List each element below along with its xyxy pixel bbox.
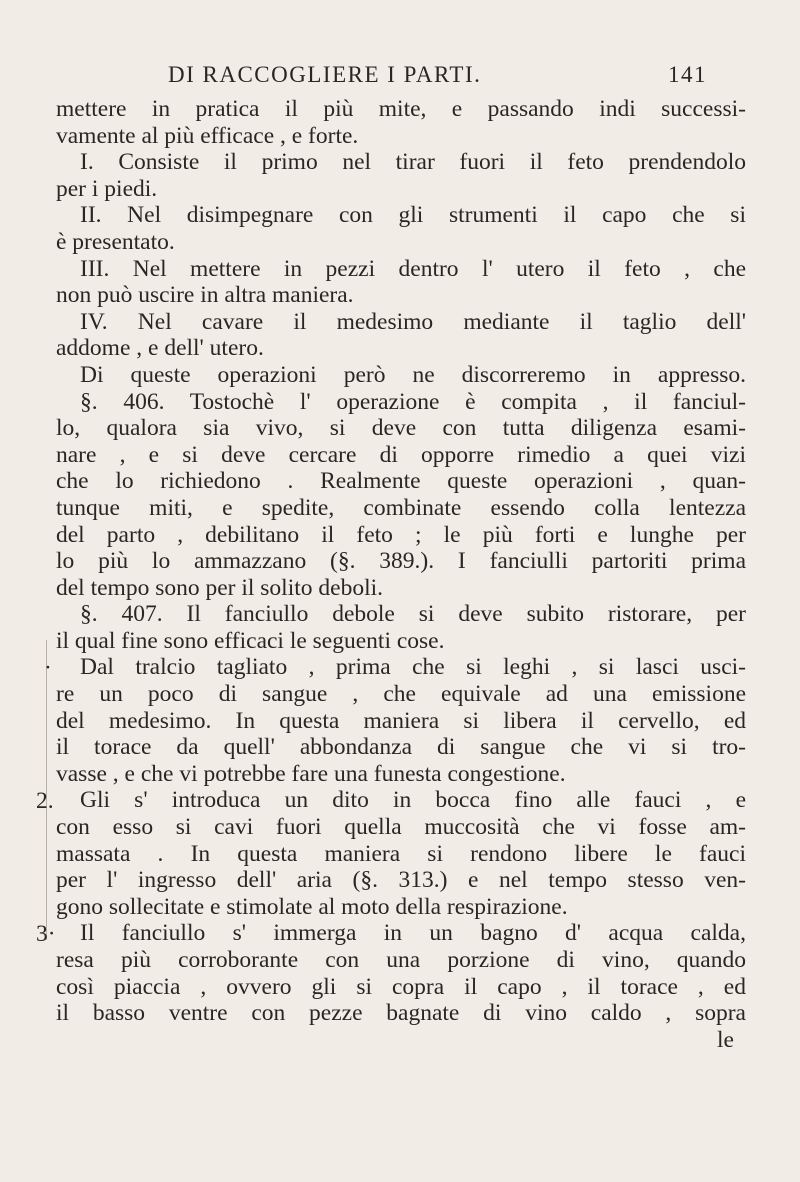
text-line: massata . In questa maniera si rendono libere le fauci — [56, 840, 746, 867]
text-line: Dal tralcio tagliato , prima che si leghi , si lasci usci- — [80, 654, 746, 681]
page-number: 141 — [668, 62, 707, 87]
text-line: addome , e dell' utero. — [56, 335, 264, 362]
text-line: vamente al più efficace , e forte. — [56, 122, 359, 149]
margin-mark-2: 2. — [36, 787, 54, 814]
text-line: re un poco di sangue , che equivale ad una emissione — [56, 681, 746, 708]
text-line: gono sollecitate e stimolate al moto della respirazione. — [56, 893, 568, 920]
margin-mark-3: 3· — [36, 920, 56, 947]
running-title: DI RACCOGLIERE I PARTI. — [168, 62, 482, 87]
text-line: I. Consiste il primo nel tirar fuori il feto prendendolo — [80, 149, 746, 176]
text-line: mettere in pratica il più mite, e passando indi successi- — [56, 96, 746, 122]
text-line: con esso si cavi fuori quella muccosità che vi fosse am- — [56, 814, 746, 841]
text-line: Di queste operazioni però ne discorreremo in appresso. — [80, 361, 746, 388]
text-line: è presentato. — [56, 228, 175, 255]
text-line: per l' ingresso dell' aria (§. 313.) e nel tempo stesso ven- — [56, 867, 746, 894]
text-line: del medesimo. In questa maniera si libera il cervello, ed — [56, 707, 746, 734]
text-line: III. Nel mettere in pezzi dentro l' utero il feto , che — [80, 255, 746, 282]
text-line: il basso ventre con pezze bagnate di vino caldo , sopra — [56, 1000, 746, 1027]
text-line: il qual fine sono efficaci le seguenti cose. — [56, 627, 445, 654]
text-line: tunque miti, e spedite, combinate essendo colla lentezza — [56, 494, 746, 521]
text-line: Il fanciullo s' immerga in un bagno d' acqua calda, — [80, 920, 746, 947]
text-line: resa più corroborante con una porzione di vino, quando — [56, 947, 746, 973]
text-line: che lo richiedono . Realmente queste operazioni , quan- — [56, 468, 746, 495]
text-line: così piaccia , ovvero gli si copra il capo , il torace , ed — [56, 973, 746, 1000]
text-line: il torace da quell' abbondanza di sangue che vi si tro- — [56, 734, 746, 761]
text-line: nare , e si deve cercare di opporre rimedio a quei vizi — [56, 441, 746, 468]
text-line: non può uscire in altra maniera. — [56, 282, 354, 309]
text-line: del parto , debilitano il feto ; le più forti e lunghe per — [56, 521, 746, 548]
text-line: lo più lo ammazzano (§. 389.). I fanciulli partoriti prima — [56, 548, 746, 575]
text-line: Gli s' introduca un dito in bocca fino alle fauci , e — [80, 787, 746, 814]
text-line: per i piedi. — [56, 175, 158, 202]
text-line: vasse , e che vi potrebbe fare una funesta congestione. — [56, 760, 566, 787]
text-line: II. Nel disimpegnare con gli strumenti il capo che si — [80, 202, 746, 229]
body-text — [56, 96, 746, 1053]
text-line: IV. Nel cavare il medesimo mediante il taglio dell' — [80, 308, 746, 335]
text-line: lo, qualora sia vivo, si deve con tutta diligenza esami- — [56, 415, 746, 442]
text-line: §. 407. Il fanciullo debole si deve subito ristorare, per — [80, 601, 746, 628]
text-line: del tempo sono per il solito deboli. — [56, 574, 384, 601]
page-header — [0, 62, 800, 92]
text-line: §. 406. Tostochè l' operazione è compita , il fanciul- — [80, 388, 746, 415]
margin-mark-1: · — [44, 654, 52, 681]
catchword: le — [717, 1026, 734, 1053]
